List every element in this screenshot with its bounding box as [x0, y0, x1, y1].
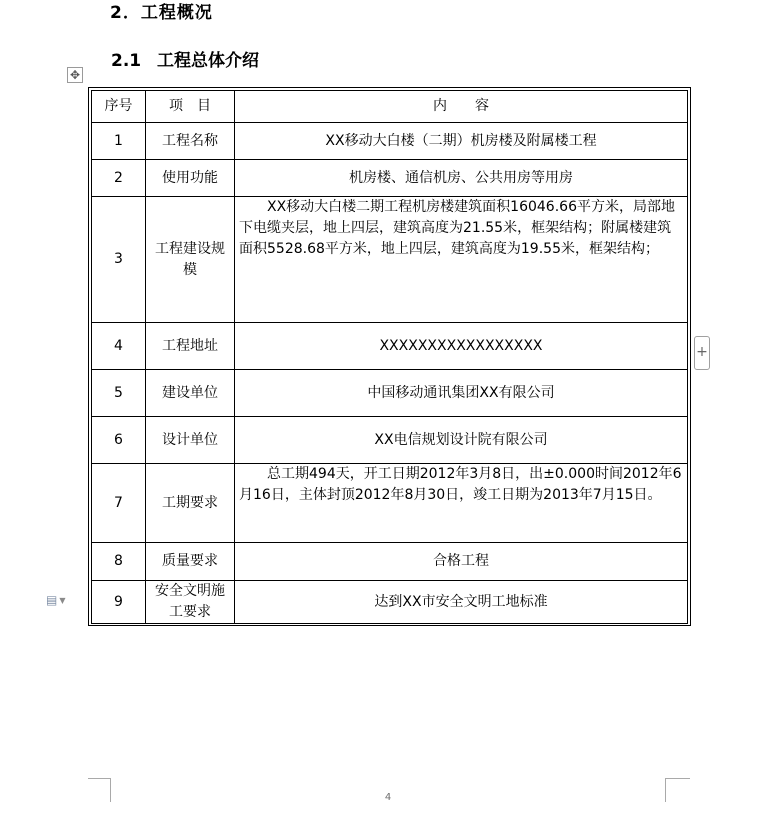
row-item: 安全文明施工要求 — [146, 581, 235, 624]
row-content: 合格工程 — [235, 543, 688, 581]
table-row — [92, 543, 688, 581]
row-content: XX电信规划设计院有限公司 — [235, 417, 688, 464]
row-item: 工程名称 — [146, 123, 235, 160]
table-row — [92, 123, 688, 160]
row-no: 3 — [92, 197, 146, 323]
row-no: 6 — [92, 417, 146, 464]
row-item: 设计单位 — [146, 417, 235, 464]
row-item: 质量要求 — [146, 543, 235, 581]
table-row — [92, 464, 688, 543]
table-row — [92, 197, 688, 323]
table-row — [92, 160, 688, 197]
row-no: 4 — [92, 323, 146, 370]
row-item: 工期要求 — [146, 464, 235, 543]
header-cell-no: 序号 — [92, 91, 146, 123]
row-content: XXXXXXXXXXXXXXXXX — [235, 323, 688, 370]
row-no: 2 — [92, 160, 146, 197]
row-no: 9 — [92, 581, 146, 624]
chevron-down-icon[interactable]: ▼ — [59, 595, 66, 605]
table-row — [92, 417, 688, 464]
project-overview-table — [88, 87, 691, 626]
table-row — [92, 370, 688, 417]
row-no: 7 — [92, 464, 146, 543]
header-cell-item: 项 目 — [146, 91, 235, 123]
row-content: 达到XX市安全文明工地标准 — [235, 581, 688, 624]
page-number: 4 — [384, 792, 392, 803]
row-no: 8 — [92, 543, 146, 581]
row-content: 总工期494天，开工日期2012年3月8日，出±0.000时间2012年6月16日，主体封顶2012年8月30日，竣工日期为2013年7月15日。 — [235, 464, 688, 543]
add-row-plus-icon[interactable]: + — [694, 336, 710, 370]
row-item: 建设单位 — [146, 370, 235, 417]
row-no: 5 — [92, 370, 146, 417]
subsection-number: 2.1 — [111, 51, 142, 71]
header-cell-content: 内 容 — [235, 91, 688, 123]
row-item: 使用功能 — [146, 160, 235, 197]
table-move-icon[interactable]: ✥ — [67, 67, 83, 83]
table-row — [92, 581, 688, 624]
row-item: 工程地址 — [146, 323, 235, 370]
page-corner-mark-right — [665, 778, 688, 802]
row-no: 1 — [92, 123, 146, 160]
row-content: 中国移动通讯集团XX有限公司 — [235, 370, 688, 417]
row-content: XX移动大白楼（二期）机房楼及附属楼工程 — [235, 123, 688, 160]
subsection-heading — [111, 46, 259, 71]
row-content: XX移动大白楼二期工程机房楼建筑面积16046.66平方米，局部地下电缆夹层，地上四层，建筑高度为21.55米，框架结构；附属楼建筑面积5528.68平方米，地上四层，建筑高度为19.55米，框架结构； — [235, 197, 688, 323]
row-content: 机房楼、通信机房、公共用房等用房 — [235, 160, 688, 197]
table-header-row — [92, 91, 688, 123]
section-heading: 2．工程概况 — [110, 3, 213, 23]
document-icon[interactable]: ▤ ▼ — [46, 593, 66, 607]
page-corner-mark-left — [88, 778, 111, 802]
row-item: 工程建设规模 — [146, 197, 235, 323]
table-row — [92, 323, 688, 370]
subsection-title: 工程总体介绍 — [157, 51, 259, 71]
